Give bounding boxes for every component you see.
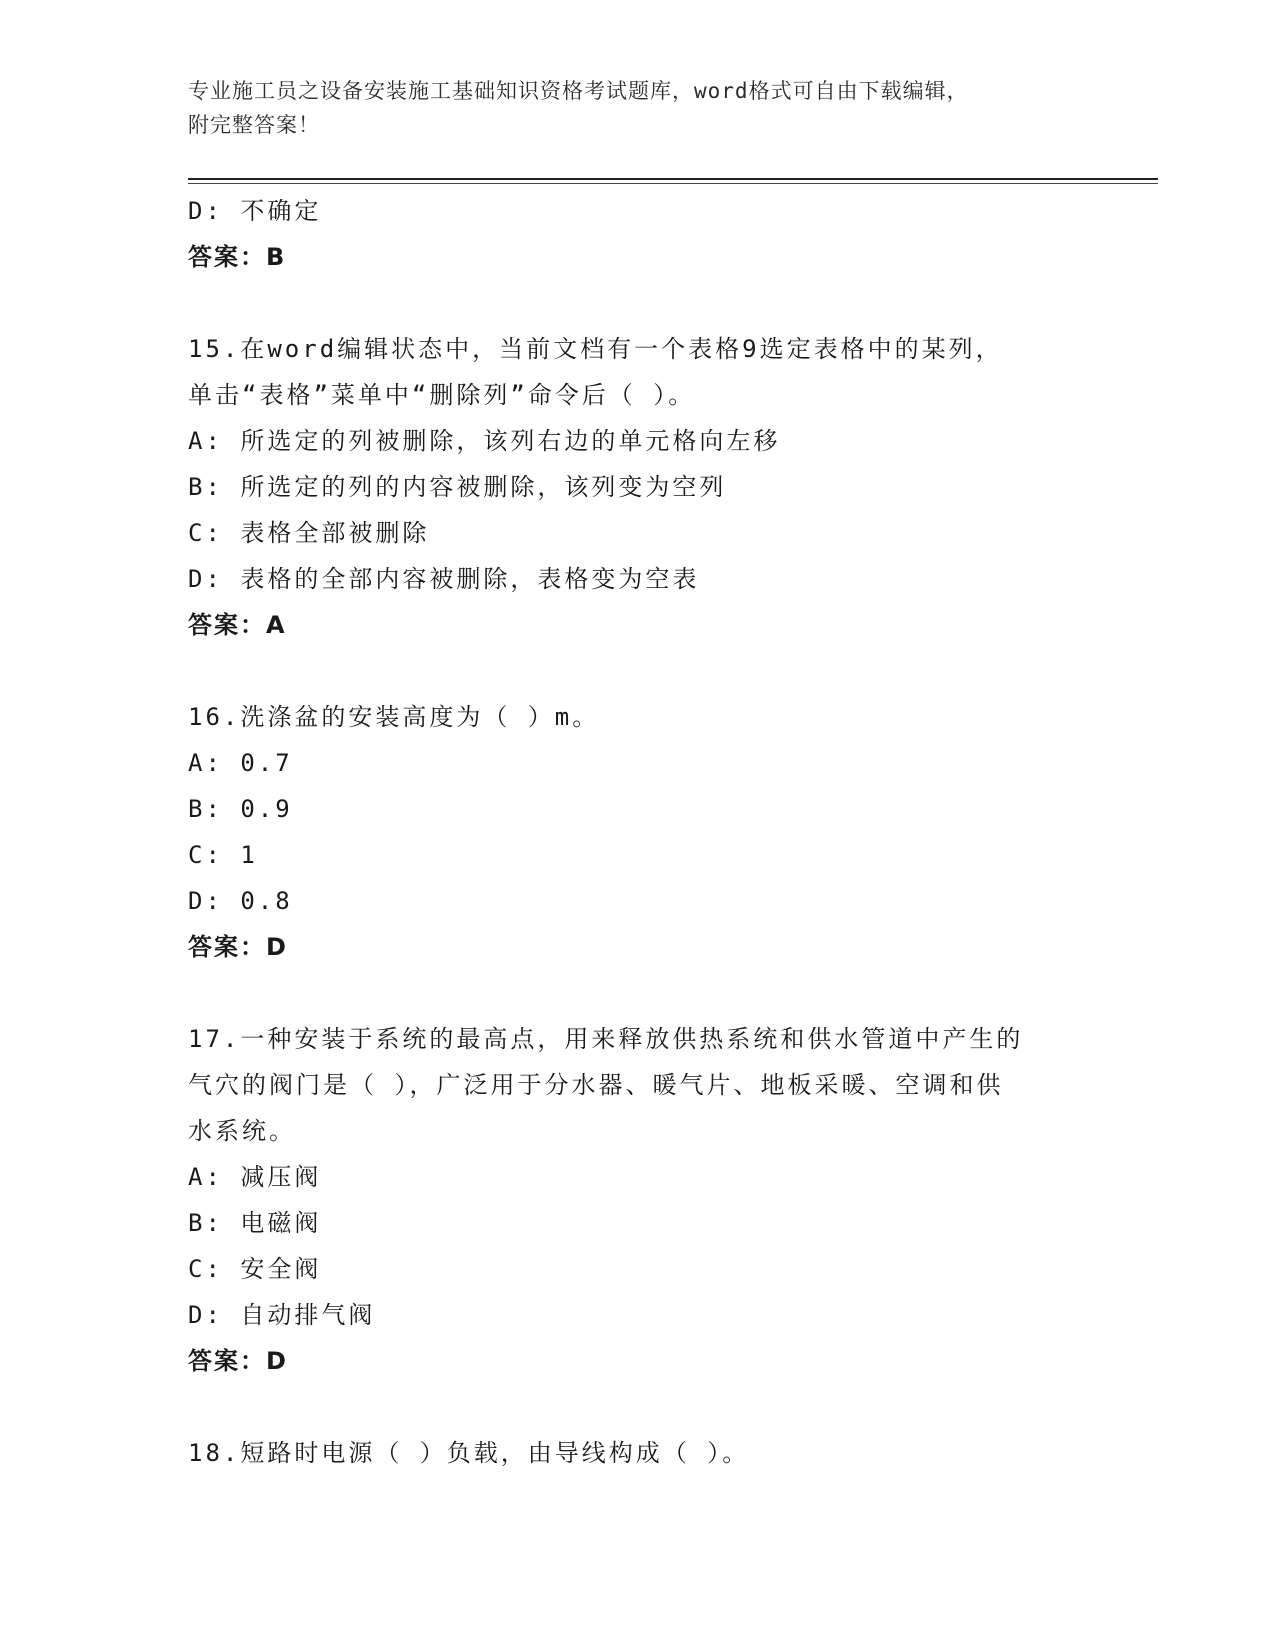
option-c: C: 表格全部被删除 bbox=[188, 519, 430, 547]
option-d: D: 0.8 bbox=[188, 887, 293, 915]
spacer bbox=[188, 970, 1088, 1016]
option-b: B: 所选定的列的内容被删除，该列变为空列 bbox=[188, 473, 727, 501]
spacer bbox=[188, 280, 1088, 326]
question-stem: 15.在word编辑状态中，当前文档有一个表格9选定表格中的某列， bbox=[188, 335, 1003, 363]
spacer bbox=[188, 648, 1088, 694]
header-divider-thin bbox=[188, 183, 1158, 184]
option-d: D: 表格的全部内容被删除，表格变为空表 bbox=[188, 565, 700, 593]
question-stem: 16.洗涤盆的安装高度为（ ）m。 bbox=[188, 703, 600, 731]
header-line-2: 附完整答案！ bbox=[188, 113, 320, 137]
answer-label: 答案：A bbox=[188, 611, 287, 639]
option-a: A: 减压阀 bbox=[188, 1163, 322, 1191]
question-list bbox=[188, 188, 1088, 1476]
option-a: A: 0.7 bbox=[188, 749, 293, 777]
question-stem: 单击“表格”菜单中“删除列”命令后（ ）。 bbox=[188, 381, 696, 409]
question-stem: 17.一种安装于系统的最高点，用来释放供热系统和供水管道中产生的 bbox=[188, 1025, 1024, 1053]
question-17 bbox=[188, 1016, 1088, 1384]
option-b: B: 0.9 bbox=[188, 795, 293, 823]
answer-label: 答案：B bbox=[188, 243, 287, 271]
question-stem: 18.短路时电源（ ）负载，由导线构成（ ）。 bbox=[188, 1439, 750, 1467]
option-c: C: 1 bbox=[188, 841, 258, 869]
answer-label: 答案：D bbox=[188, 933, 288, 961]
question-stem: 气穴的阀门是（ ），广泛用于分水器、暖气片、地板采暖、空调和供 bbox=[188, 1071, 1004, 1099]
question-16 bbox=[188, 694, 1088, 970]
option-d: D: 不确定 bbox=[188, 197, 322, 225]
header-divider-thick bbox=[188, 178, 1158, 180]
question-15 bbox=[188, 326, 1088, 648]
question-stem: 水系统。 bbox=[188, 1117, 296, 1145]
spacer bbox=[188, 1384, 1088, 1430]
option-b: B: 电磁阀 bbox=[188, 1209, 322, 1237]
question-14 bbox=[188, 188, 1088, 280]
question-18 bbox=[188, 1430, 1088, 1476]
option-d: D: 自动排气阀 bbox=[188, 1301, 376, 1329]
option-a: A: 所选定的列被删除，该列右边的单元格向左移 bbox=[188, 427, 781, 455]
page-header bbox=[188, 74, 1068, 142]
header-line-1: 专业施工员之设备安装施工基础知识资格考试题库，word格式可自由下载编辑， bbox=[188, 79, 969, 103]
option-c: C: 安全阀 bbox=[188, 1255, 322, 1283]
answer-label: 答案：D bbox=[188, 1347, 288, 1375]
